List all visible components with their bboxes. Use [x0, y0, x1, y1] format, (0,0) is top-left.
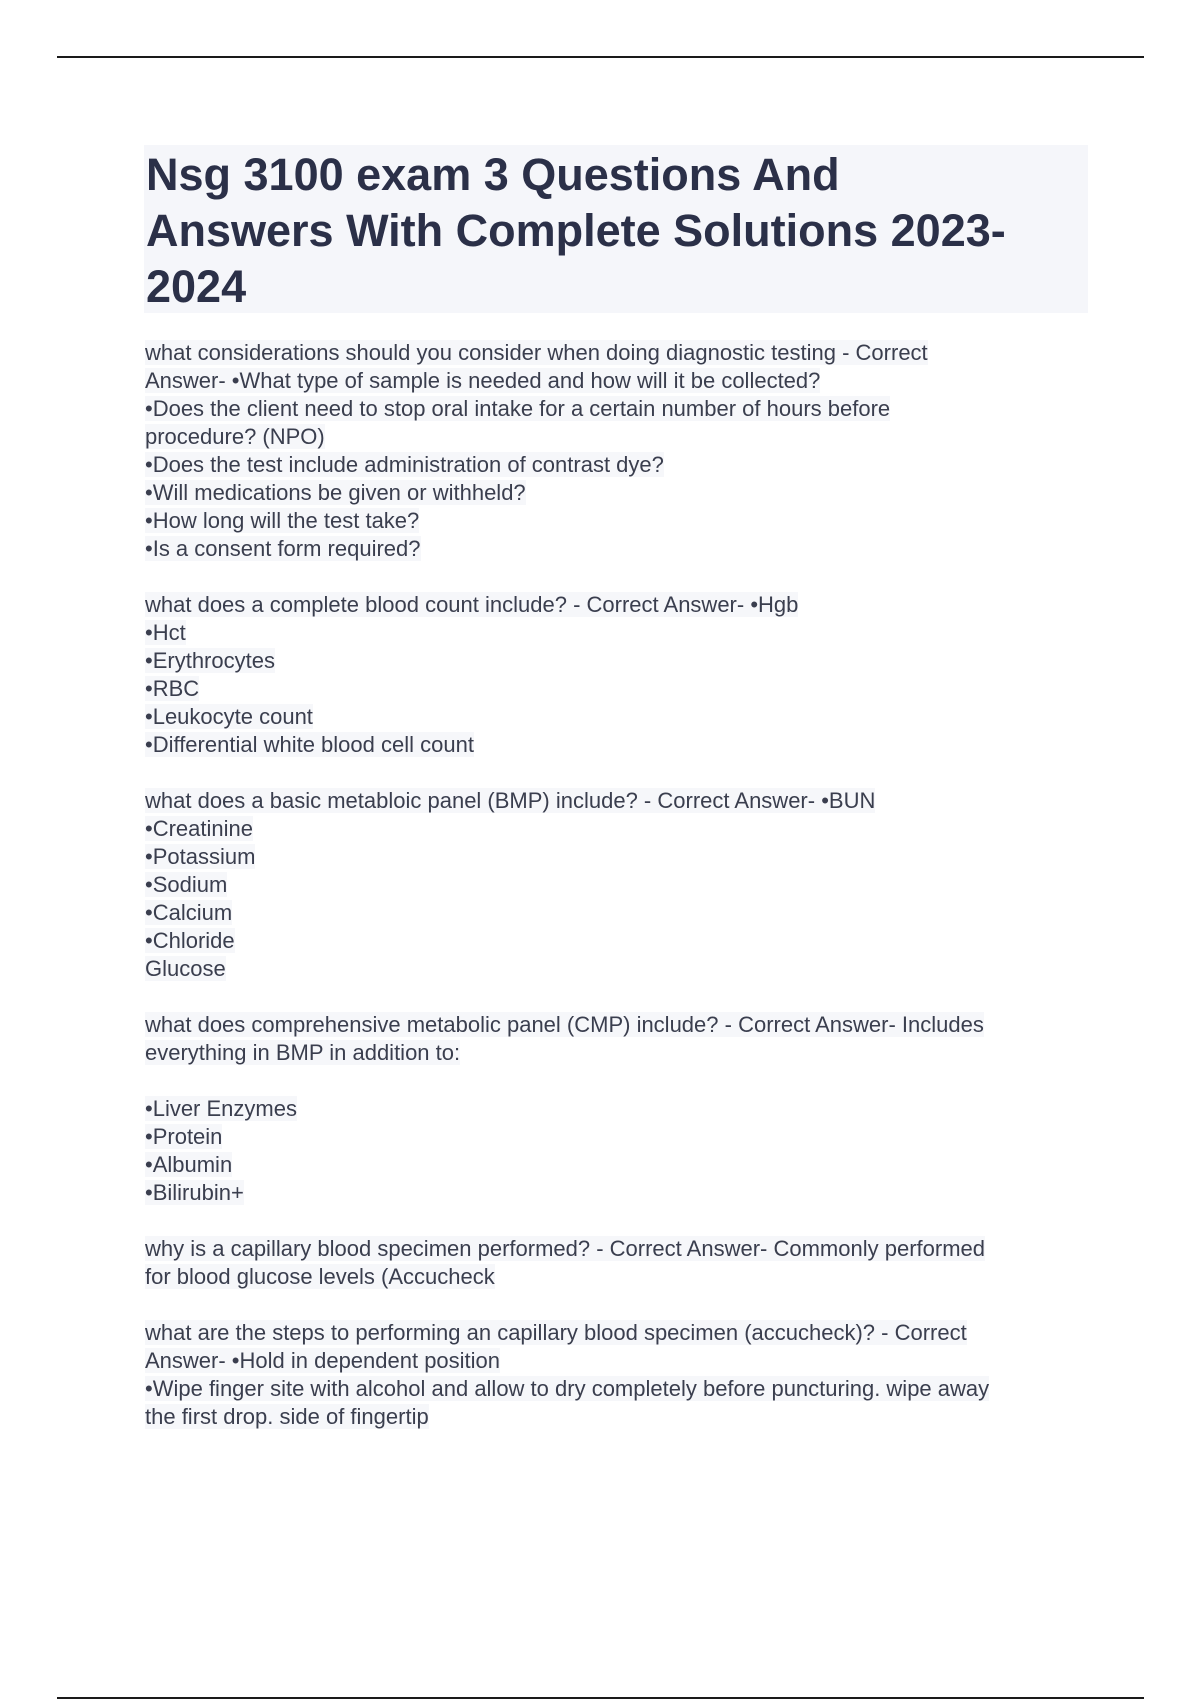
line-text: Answer- •What type of sample is needed and how will it be collected? [145, 368, 821, 393]
answer-line [145, 927, 1095, 955]
qa-entry [145, 1319, 1095, 1431]
line-text: why is a capillary blood specimen performed? - Correct Answer- Commonly performed [145, 1236, 985, 1261]
line-text: the first drop. side of fingertip [145, 1404, 429, 1429]
answer-line [145, 815, 1095, 843]
answer-line [145, 507, 1095, 535]
line-text: Answer- •Hold in dependent position [145, 1348, 501, 1373]
question-line [145, 339, 1095, 367]
answer-line [145, 1151, 1095, 1179]
answer-line [145, 367, 1095, 395]
answer-line [145, 619, 1095, 647]
answer-line [145, 1263, 1095, 1291]
line-text: what considerations should you consider when doing diagnostic testing - Correct [145, 340, 928, 365]
answer-line [145, 451, 1095, 479]
qa-entry [145, 591, 1095, 759]
line-text: •Potassium [145, 844, 256, 869]
answer-line [145, 843, 1095, 871]
answer-line [145, 955, 1095, 983]
qa-entry [145, 339, 1095, 563]
line-text: •Sodium [145, 872, 228, 897]
answer-line [145, 871, 1095, 899]
line-text: Glucose [145, 956, 226, 981]
line-text: •Wipe finger site with alcohol and allow to dry completely before puncturing. wipe away [145, 1376, 990, 1401]
line-text: what are the steps to performing an capillary blood specimen (accucheck)? - Correct [145, 1320, 967, 1345]
document-title [146, 147, 1088, 315]
line-text: •Calcium [145, 900, 233, 925]
line-text: for blood glucose levels (Accucheck [145, 1264, 495, 1289]
title-block [144, 145, 1088, 313]
question-line [145, 1235, 1095, 1263]
line-text: •Albumin [145, 1152, 233, 1177]
line-text: •Creatinine [145, 816, 253, 841]
line-text: everything in BMP in addition to: [145, 1040, 461, 1065]
line-text: •Chloride [145, 928, 235, 953]
line-text: •Is a consent form required? [145, 536, 421, 561]
answer-line [145, 899, 1095, 927]
line-text: •Hct [145, 620, 186, 645]
qa-entry [145, 787, 1095, 983]
answer-line [145, 1179, 1095, 1207]
qa-entry [145, 1011, 1095, 1207]
answer-line [145, 1039, 1095, 1067]
line-text: •Differential white blood cell count [145, 732, 474, 757]
answer-line [145, 535, 1095, 563]
answer-line [145, 731, 1095, 759]
qa-entry [145, 1235, 1095, 1291]
line-text: •Protein [145, 1124, 223, 1149]
answer-line [145, 479, 1095, 507]
line-text: •Will medications be given or withheld? [145, 480, 526, 505]
line-text: •Erythrocytes [145, 648, 275, 673]
answer-line [145, 395, 1095, 423]
title-line: Nsg 3100 exam 3 Questions And [146, 149, 840, 200]
line-text: •Liver Enzymes [145, 1096, 297, 1121]
title-line: Answers With Complete Solutions 2023- [146, 205, 1006, 256]
answer-line [145, 1095, 1095, 1123]
question-line [145, 591, 1095, 619]
line-text: what does comprehensive metabolic panel (CMP) include? - Correct Answer- Includes [145, 1012, 984, 1037]
answer-line [145, 675, 1095, 703]
line-text: •Leukocyte count [145, 704, 313, 729]
line-text: •Bilirubin+ [145, 1180, 244, 1205]
question-line [145, 1011, 1095, 1039]
line-text: what does a complete blood count include? - Correct Answer- •Hgb [145, 592, 799, 617]
line-text: •How long will the test take? [145, 508, 420, 533]
bottom-rule [57, 1697, 1144, 1699]
answer-line [145, 423, 1095, 451]
answer-line [145, 1375, 1095, 1403]
question-line [145, 787, 1095, 815]
answer-line [145, 1347, 1095, 1375]
answer-line [145, 647, 1095, 675]
answer-line [145, 703, 1095, 731]
line-text: what does a basic metabloic panel (BMP) include? - Correct Answer- •BUN [145, 788, 876, 813]
line-text: •RBC [145, 676, 200, 701]
question-line [145, 1319, 1095, 1347]
line-text: •Does the test include administration of contrast dye? [145, 452, 664, 477]
title-line: 2024 [146, 261, 247, 312]
line-text: •Does the client need to stop oral intake for a certain number of hours before [145, 396, 891, 421]
blank-line [145, 1067, 1095, 1095]
top-rule [57, 56, 1144, 58]
answer-line [145, 1123, 1095, 1151]
document-body [145, 339, 1095, 1459]
line-text: procedure? (NPO) [145, 424, 325, 449]
answer-line [145, 1403, 1095, 1431]
